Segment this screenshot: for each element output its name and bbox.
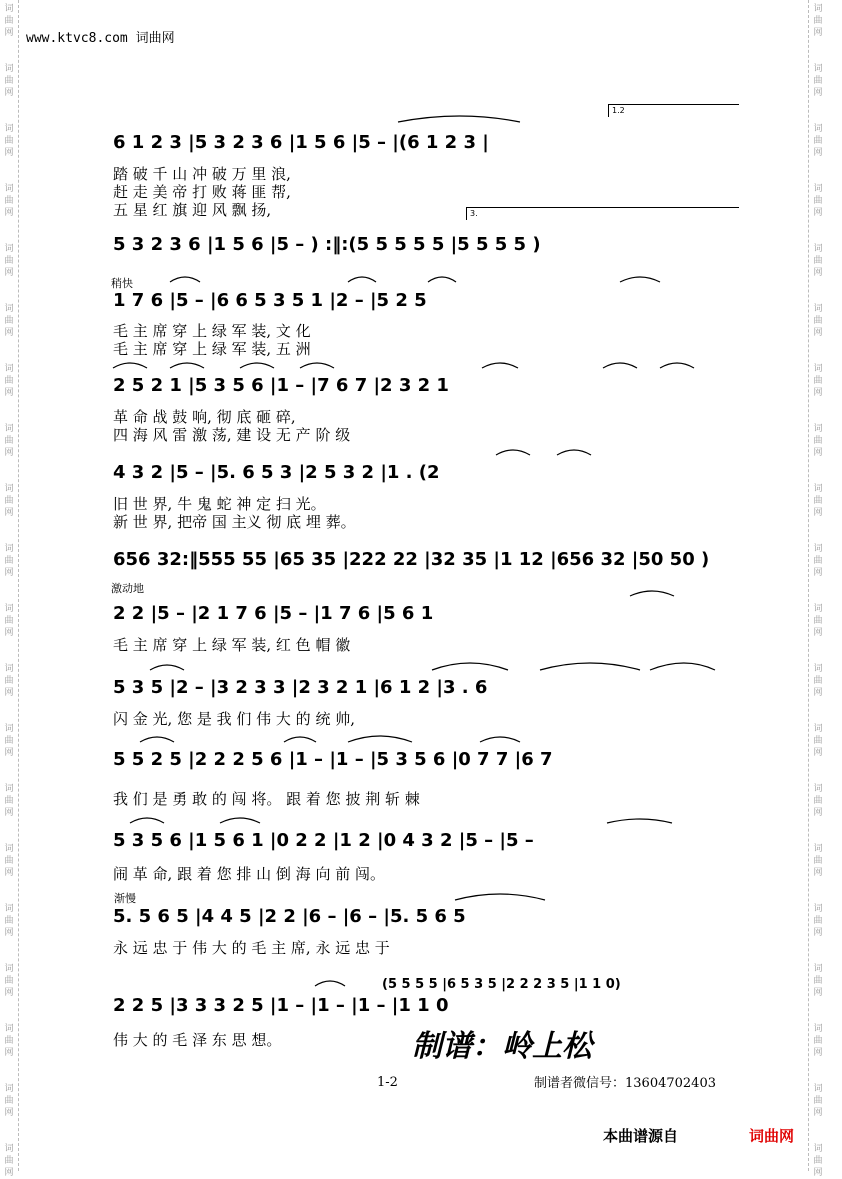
watermark-glyph: 网 <box>813 688 823 698</box>
lyric-1-2: 赶 走 美 帝 打 败 蒋 匪 帮, <box>113 183 291 201</box>
tempo-mark-3: 渐慢 <box>114 892 136 905</box>
lyric-8-1: 闪 金 光, 您 是 我 们 伟 大 的 统 帅, <box>113 710 355 728</box>
watermark-glyph: 网 <box>813 568 823 578</box>
watermark-glyph: 网 <box>4 688 14 698</box>
lyric-1-1: 踏 破 千 山 冲 破 万 里 浪, <box>113 165 291 183</box>
lyric-7-1: 毛 主 席 穿 上 绿 军 装, 红 色 帽 徽 <box>113 636 351 654</box>
watermark-glyph: 曲 <box>813 196 823 206</box>
watermark-glyph: 曲 <box>813 1156 823 1166</box>
watermark-glyph: 词 <box>813 424 823 434</box>
watermark-glyph: 词 <box>813 304 823 314</box>
watermark-glyph: 曲 <box>4 136 14 146</box>
watermark-glyph: 网 <box>813 508 823 518</box>
watermark-glyph: 网 <box>4 988 14 998</box>
watermark-glyph: 曲 <box>4 316 14 326</box>
watermark-glyph: 网 <box>4 88 14 98</box>
watermark-glyph: 词 <box>4 544 14 554</box>
watermark-glyph: 词 <box>813 964 823 974</box>
watermark-glyph: 网 <box>4 1048 14 1058</box>
watermark-glyph: 词 <box>813 784 823 794</box>
watermark-glyph: 词 <box>4 1024 14 1034</box>
watermark-glyph: 词 <box>4 784 14 794</box>
watermark-glyph: 曲 <box>813 436 823 446</box>
watermark-glyph: 网 <box>813 88 823 98</box>
footer-site-link[interactable]: 词曲网 <box>749 1127 795 1145</box>
watermark-glyph: 网 <box>4 28 14 38</box>
watermark-glyph: 词 <box>4 604 14 614</box>
footer-source-text: 本曲谱源自 <box>603 1127 679 1145</box>
watermark-glyph: 曲 <box>4 376 14 386</box>
watermark-glyph: 曲 <box>813 556 823 566</box>
watermark-glyph: 网 <box>813 988 823 998</box>
volta-first-label: 1.2 <box>612 106 625 115</box>
watermark-glyph: 曲 <box>4 1036 14 1046</box>
watermark-glyph: 网 <box>4 748 14 758</box>
watermark-glyph: 词 <box>4 1144 14 1154</box>
watermark-glyph: 网 <box>813 748 823 758</box>
watermark-glyph: 词 <box>4 364 14 374</box>
watermark-glyph: 词 <box>813 1024 823 1034</box>
watermark-glyph: 曲 <box>4 1096 14 1106</box>
lyric-11-1: 永 远 忠 于 伟 大 的 毛 主 席, 永 远 忠 于 <box>113 939 390 957</box>
watermark-glyph: 曲 <box>4 856 14 866</box>
watermark-glyph: 网 <box>813 1168 823 1178</box>
watermark-glyph: 网 <box>813 268 823 278</box>
watermark-glyph: 词 <box>813 244 823 254</box>
watermark-glyph: 词 <box>813 484 823 494</box>
watermark-glyph: 网 <box>4 628 14 638</box>
watermark-glyph: 曲 <box>4 16 14 26</box>
watermark-glyph: 网 <box>813 808 823 818</box>
watermark-glyph: 网 <box>4 508 14 518</box>
watermark-glyph: 词 <box>813 364 823 374</box>
score-line-7: 2 2 |5 – |2 1 7 6 |5 – |1 7 6 |5 6 1 <box>113 603 434 624</box>
score-line-5: 4 3 2 |5 – |5. 6 5 3 |2 5 3 2 |1 . (2 <box>113 462 440 483</box>
watermark-glyph: 曲 <box>813 616 823 626</box>
wechat-info: 制谱者微信号：13604702403 <box>534 1076 716 1091</box>
watermark-glyph: 网 <box>813 928 823 938</box>
score-line-10: 5 3 5 6 |1 5 6 1 |0 2 2 |1 2 |0 4 3 2 |5 – |5 – <box>113 830 534 851</box>
watermark-glyph: 词 <box>813 1084 823 1094</box>
watermark-glyph: 曲 <box>813 976 823 986</box>
watermark-glyph: 网 <box>4 208 14 218</box>
watermark-glyph: 曲 <box>4 196 14 206</box>
watermark-glyph: 网 <box>4 1108 14 1118</box>
watermark-glyph: 词 <box>4 244 14 254</box>
watermark-glyph: 曲 <box>4 736 14 746</box>
score-line-12: 2 2 5 |3 3 3 2 5 |1 – |1 – |1 – |1 1 0 <box>113 995 449 1016</box>
watermark-glyph: 词 <box>813 664 823 674</box>
score-line-1: 6 1 2 3 |5 3 2 3 6 |1 5 6 |5 – |(6 1 2 3 | <box>113 132 489 153</box>
watermark-glyph: 网 <box>813 148 823 158</box>
watermark-glyph: 词 <box>813 1144 823 1154</box>
score-line-9: 5 5 2 5 |2 2 2 5 6 |1 – |1 – |5 3 5 6 |0 7 7 |6 7 <box>113 749 553 770</box>
watermark-glyph: 曲 <box>4 916 14 926</box>
page-number: 1-2 <box>377 1075 398 1090</box>
watermark-glyph: 曲 <box>813 16 823 26</box>
watermark-glyph: 词 <box>813 124 823 134</box>
watermark-glyph: 词 <box>4 1084 14 1094</box>
coda-top-line: (5 5 5 5 |6 5 3 5 |2 2 2 3 5 |1 1 0) <box>382 977 621 992</box>
watermark-glyph: 网 <box>813 448 823 458</box>
watermark-glyph: 曲 <box>4 256 14 266</box>
watermark-glyph: 网 <box>4 808 14 818</box>
watermark-glyph: 网 <box>813 208 823 218</box>
watermark-glyph: 网 <box>813 628 823 638</box>
watermark-glyph: 词 <box>4 304 14 314</box>
watermark-glyph: 网 <box>4 1168 14 1178</box>
watermark-glyph: 词 <box>4 4 14 14</box>
lyric-5-1: 旧 世 界, 牛 鬼 蛇 神 定 扫 光。 <box>113 495 326 513</box>
score-line-6: 656 32:‖555 55 |65 35 |222 22 |32 35 |1 12 |656 32 |50 50 ) <box>113 549 710 570</box>
watermark-glyph: 曲 <box>4 436 14 446</box>
watermark-glyph: 网 <box>4 268 14 278</box>
watermark-glyph: 网 <box>813 1048 823 1058</box>
watermark-glyph: 曲 <box>813 496 823 506</box>
score-line-8: 5 3 5 |2 – |3 2 3 3 |2 3 2 1 |6 1 2 |3 . 6 <box>113 677 488 698</box>
watermark-glyph: 词 <box>4 664 14 674</box>
watermark-glyph: 网 <box>4 928 14 938</box>
watermark-glyph: 曲 <box>813 376 823 386</box>
watermark-glyph: 网 <box>813 388 823 398</box>
watermark-glyph: 曲 <box>4 1156 14 1166</box>
watermark-glyph: 曲 <box>813 256 823 266</box>
watermark-glyph: 曲 <box>813 856 823 866</box>
watermark-glyph: 网 <box>813 28 823 38</box>
lyric-10-1: 闹 革 命, 跟 着 您 排 山 倒 海 向 前 闯。 <box>113 865 385 883</box>
watermark-glyph: 词 <box>4 184 14 194</box>
watermark-glyph: 网 <box>813 328 823 338</box>
watermark-glyph: 网 <box>4 448 14 458</box>
watermark-glyph: 曲 <box>813 1096 823 1106</box>
watermark-glyph: 曲 <box>813 916 823 926</box>
watermark-glyph: 词 <box>813 604 823 614</box>
lyric-9-1: 我 们 是 勇 敢 的 闯 将。 跟 着 您 披 荆 斩 棘 <box>113 790 420 808</box>
lyric-4-2: 四 海 风 雷 激 荡, 建 设 无 产 阶 级 <box>113 426 351 444</box>
arranger-signature: 制谱：岭上松 <box>412 1029 592 1064</box>
watermark-glyph: 词 <box>813 184 823 194</box>
score-line-4: 2 5 2 1 |5 3 5 6 |1 – |7 6 7 |2 3 2 1 <box>113 375 449 396</box>
tempo-mark-1: 稍快 <box>111 277 133 290</box>
score-line-2: 5 3 2 3 6 |1 5 6 |5 – ) :‖:(5 5 5 5 5 |5 5 5 5 ) <box>113 234 541 255</box>
watermark-glyph: 词 <box>4 484 14 494</box>
score-line-11: 5. 5 6 5 |4 4 5 |2 2 |6 – |6 – |5. 5 6 5 <box>113 906 466 927</box>
watermark-glyph: 词 <box>813 724 823 734</box>
watermark-glyph: 曲 <box>4 616 14 626</box>
watermark-glyph: 词 <box>813 64 823 74</box>
lyric-5-2: 新 世 界, 把帝 国 主义 彻 底 埋 葬。 <box>113 513 356 531</box>
watermark-glyph: 词 <box>4 64 14 74</box>
watermark-glyph: 网 <box>4 388 14 398</box>
watermark-glyph: 网 <box>4 868 14 878</box>
watermark-glyph: 网 <box>4 148 14 158</box>
watermark-glyph: 曲 <box>813 136 823 146</box>
watermark-glyph: 曲 <box>813 1036 823 1046</box>
watermark-glyph: 曲 <box>4 496 14 506</box>
watermark-glyph: 词 <box>813 904 823 914</box>
watermark-glyph: 词 <box>4 964 14 974</box>
lyric-3-1: 毛 主 席 穿 上 绿 军 装, 文 化 <box>113 322 311 340</box>
watermark-glyph: 曲 <box>813 736 823 746</box>
watermark-glyph: 曲 <box>813 76 823 86</box>
watermark-glyph: 网 <box>813 868 823 878</box>
watermark-glyph: 词 <box>813 4 823 14</box>
watermark-glyph: 词 <box>813 844 823 854</box>
watermark-glyph: 词 <box>4 904 14 914</box>
watermark-glyph: 词 <box>813 544 823 554</box>
lyric-3-2: 毛 主 席 穿 上 绿 军 装, 五 洲 <box>113 340 311 358</box>
lyric-12-1: 伟 大 的 毛 泽 东 思 想。 <box>113 1031 282 1049</box>
watermark-glyph: 网 <box>813 1108 823 1118</box>
watermark-glyph: 词 <box>4 724 14 734</box>
watermark-glyph: 曲 <box>4 976 14 986</box>
score-line-3: 1 7 6 |5 – |6 6 5 3 5 1 |2 – |5 2 5 <box>113 290 427 311</box>
watermark-glyph: 曲 <box>813 796 823 806</box>
watermark-glyph: 曲 <box>4 76 14 86</box>
watermark-glyph: 词 <box>4 844 14 854</box>
watermark-glyph: 曲 <box>4 796 14 806</box>
watermark-glyph: 曲 <box>813 316 823 326</box>
watermark-glyph: 曲 <box>4 556 14 566</box>
volta-third-label: 3. <box>470 209 478 218</box>
tempo-mark-2: 激动地 <box>111 582 144 595</box>
watermark-glyph: 曲 <box>4 676 14 686</box>
watermark-glyph: 曲 <box>813 676 823 686</box>
lyric-1-3: 五 星 红 旗 迎 风 飘 扬, <box>113 201 272 219</box>
lyric-4-1: 革 命 战 鼓 响, 彻 底 砸 碎, <box>113 408 296 426</box>
watermark-glyph: 网 <box>4 568 14 578</box>
watermark-glyph: 词 <box>4 124 14 134</box>
watermark-glyph: 网 <box>4 328 14 338</box>
site-header: www.ktvc8.com 词曲网 <box>26 31 175 46</box>
watermark-glyph: 词 <box>4 424 14 434</box>
